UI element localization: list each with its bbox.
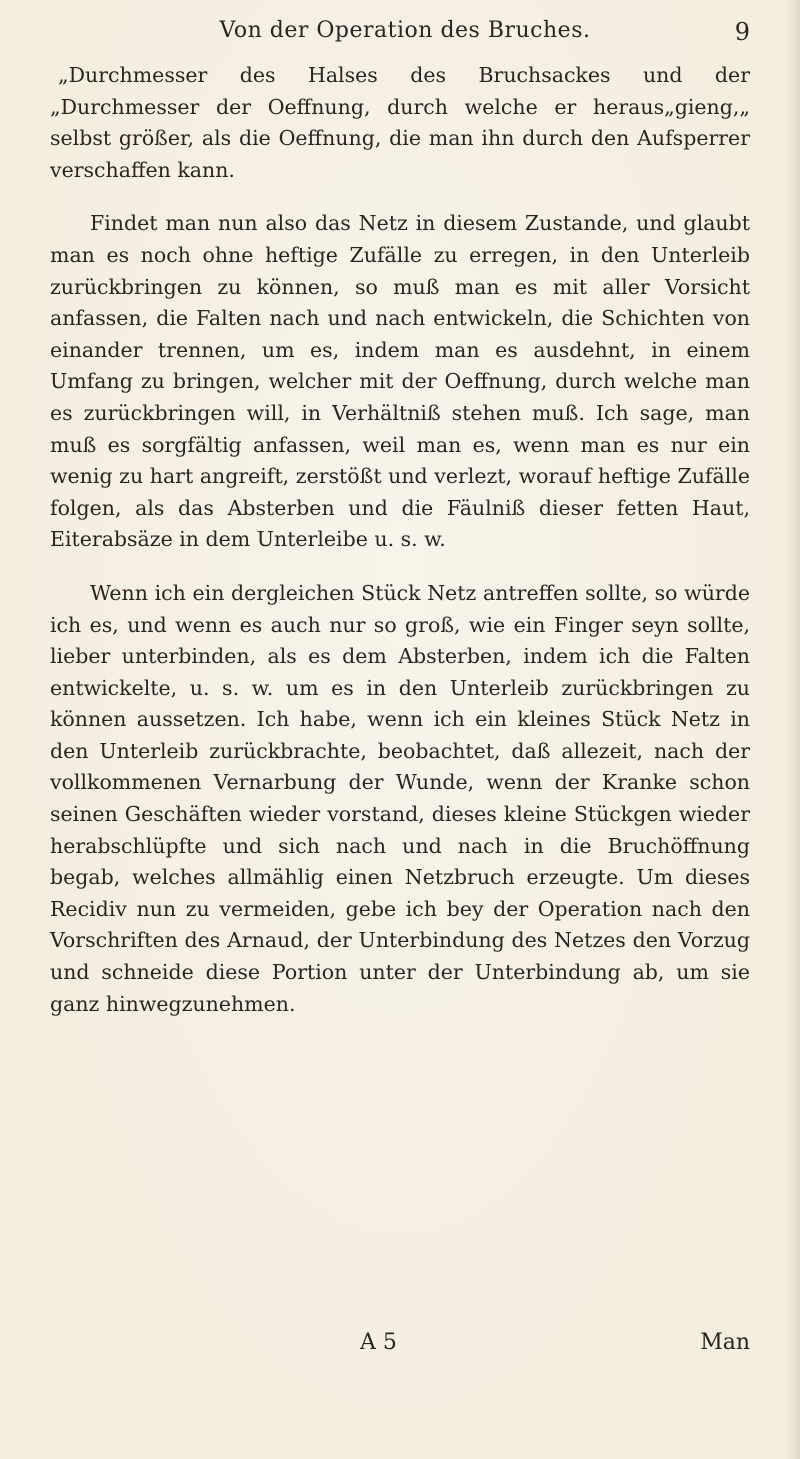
paragraph-3: Wenn ich ein dergleichen Stück Netz antreffen sollte, so würde ich es, und wenn es auch nur so groß, wie ein Finger seyn sollte, lieber unterbinden, als es dem Absterben, indem ich die Falten entwickelte, u. s. w. um es in den Unterleib zurückbringen zu können aussetzen. Ich habe, wenn ich ein kleines Stück Netz in den Unterleib zurückbrachte, beobachtet, daß allezeit, nach der vollkommenen Vernarbung der Wunde, wenn der Kranke schon seinen Geschäften wieder vorstand, dieses kleine Stückgen wieder herabschlüpfte und sich nach und nach in die Bruchöffnung begab, welches allmählig einen Netzbruch erzeugte. Um dieses Recidiv nun zu vermeiden, gebe ich bey der Operation nach den Vorschriften des Arnaud, der Unterbindung des Netzes den Vorzug und schneide diese Portion unter der Unterbindung ab, um sie ganz hinwegzunehmen. bbox=[50, 580, 750, 1016]
footer-line bbox=[50, 1330, 750, 1366]
running-head bbox=[60, 12, 750, 52]
body-text bbox=[50, 60, 750, 1042]
catchword: Man bbox=[700, 1330, 750, 1355]
paragraph-1: „Durchmesser des Halses des Bruchsackes und der „Durchmesser der Oeffnung, durch welche er heraus„gieng,„ selbst größer, als die Oeffnung, die man ihn durch den Aufsperrer verschaffen kann. bbox=[50, 63, 750, 182]
running-title: Von der Operation des Bruches. bbox=[219, 18, 591, 43]
binding-shadow bbox=[786, 0, 800, 1459]
page-number: 9 bbox=[734, 18, 750, 46]
signature-mark: A 5 bbox=[360, 1330, 397, 1355]
paragraph-2: Findet man nun also das Netz in diesem Zustande, und glaubt man es noch ohne heftige Zufälle zu erregen, in den Unterleib zurückbringen zu können, so muß man es mit aller Vorsicht anfassen, die Falten nach und nach entwickeln, die Schichten von einander trennen, um es, indem man es ausdehnt, in einem Umfang zu bringen, welcher mit der Oeffnung, durch welche man es zurückbringen will, in Verhältniß stehen muß. Ich sage, man muß es sorgfältig anfassen, weil man es, wenn man es nur ein wenig zu hart angreift, zerstößt und verlezt, worauf heftige Zufälle folgen, als das Absterben und die Fäulniß dieser fetten Haut, Eiterabsäze in dem Unterleibe u. s. w. bbox=[50, 211, 750, 552]
